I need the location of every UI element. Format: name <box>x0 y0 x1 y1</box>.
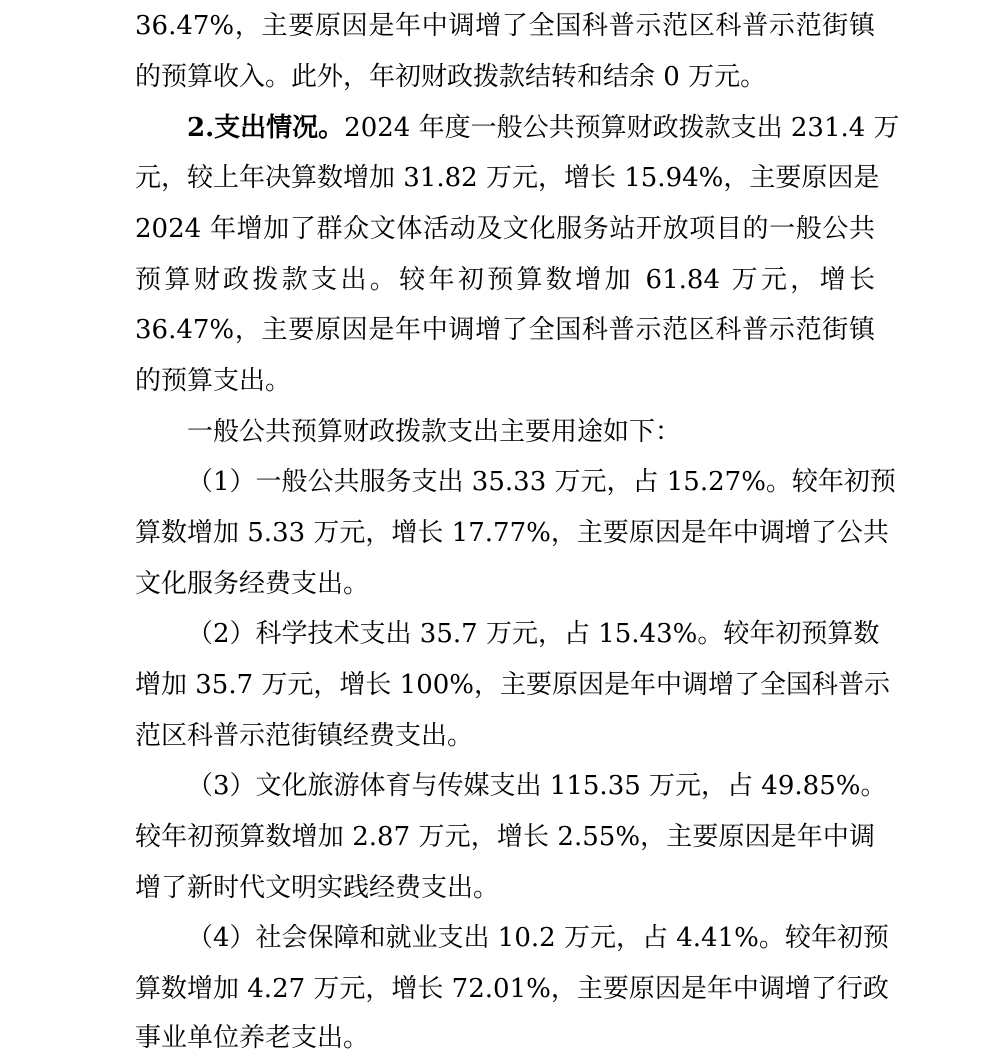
paragraph-line: 较年初预算数增加 2.87 万元，增长 2.55%，主要原因是年中调 <box>135 822 875 852</box>
paragraph-line: 36.47%，主要原因是年中调增了全国科普示范区科普示范街镇 <box>135 11 875 41</box>
paragraph-line: 2024 年度一般公共预算财政拨款支出 231.4 万 <box>344 113 900 143</box>
paragraph-line: 事业单位养老支出。 <box>135 1023 370 1053</box>
paragraph-line: （2）科学技术支出 35.7 万元，占 15.43%。较年初预算数 <box>187 619 880 649</box>
paragraph-line: 预算财政拨款支出。较年初预算数增加 61.84 万元，增长 <box>135 265 875 295</box>
paragraph-line: 增了新时代文明实践经费支出。 <box>135 873 500 903</box>
section-heading: 2.支出情况。 <box>187 113 345 143</box>
paragraph-line: 文化服务经费支出。 <box>135 569 370 599</box>
paragraph-first-line <box>187 112 900 144</box>
paragraph-line: 36.47%，主要原因是年中调增了全国科普示范区科普示范街镇 <box>135 315 875 345</box>
paragraph-line: 2024 年增加了群众文体活动及文化服务站开放项目的一般公共 <box>135 214 875 244</box>
paragraph-line: （4）社会保障和就业支出 10.2 万元，占 4.41%。较年初预 <box>187 923 889 953</box>
paragraph-line: 一般公共预算财政拨款支出主要用途如下： <box>187 417 682 447</box>
paragraph-line: （1）一般公共服务支出 35.33 万元，占 15.27%。较年初预 <box>187 467 896 497</box>
paragraph-line: 算数增加 4.27 万元，增长 72.01%，主要原因是年中调增了行政 <box>135 974 889 1004</box>
paragraph-line: 增加 35.7 万元，增长 100%，主要原因是年中调增了全国科普示 <box>135 670 891 700</box>
paragraph-line: 范区科普示范街镇经费支出。 <box>135 721 474 751</box>
paragraph-line: 元，较上年决算数增加 31.82 万元，增长 15.94%，主要原因是 <box>135 163 880 193</box>
paragraph-line: 的预算支出。 <box>135 366 292 396</box>
paragraph-line: 的预算收入。此外，年初财政拨款结转和结余 0 万元。 <box>135 62 767 92</box>
paragraph-line: 算数增加 5.33 万元，增长 17.77%，主要原因是年中调增了公共 <box>135 518 889 548</box>
paragraph-line: （3）文化旅游体育与传媒支出 115.35 万元，占 49.85%。 <box>187 771 887 801</box>
